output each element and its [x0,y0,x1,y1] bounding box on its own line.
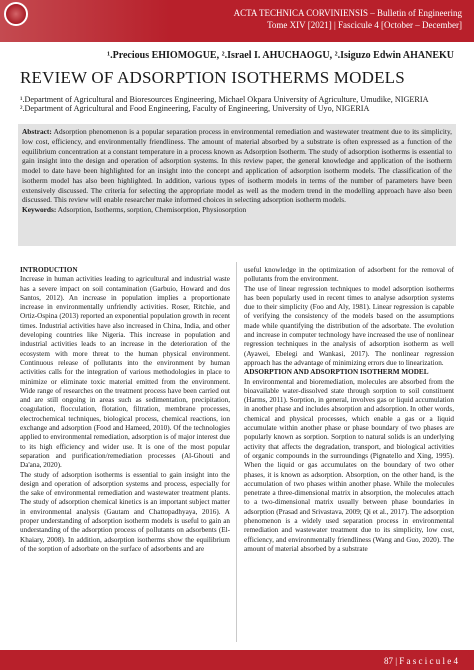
introduction-heading: INTRODUCTION [20,266,78,274]
journal-issue: Tome XIV [2021] | Fascicule 4 [October – December] [267,20,462,30]
keywords-label: Keywords: [22,205,57,214]
right-column [244,266,454,642]
adsorption-section-heading: ADSORPTION AND ADSORPTION ISOTHERM MODEL [244,368,429,377]
column-divider [236,262,237,642]
introduction-paragraph-2: The study of adsorption isotherms is essential to gain insight into the design and operation of adsorption systems and process, especially for the sake of environmental remediation and wastewater treatment plants. The study of adsorption chemical kinetics is an important subject matter in environmental analysis (Gautam and Chattopadhyaya, 2016). A proper understanding of adsorption isotherm models is useful to gain an understanding of the adsorption process of pollutants on adsorbents (El-Khaiary, 2008). In addition, adsorption isotherms show the equilibrium of the sorption of adsorbate on the surface of adsorbents and are [20,470,230,553]
header-band [0,0,474,42]
journal-title: ACTA TECHNICA CORVINIENSIS – Bulletin of Engineering [233,8,462,18]
introduction-paragraph-1: Increase in human activities leading to agricultural and industrial waste has a severe impact on soil contamination (Garbuio, Howard and dos Santos, 2012). An increase in population implies a proportionate increase in environmentally unfriendly activities. Roser, Ritchie, and Ortiz-Ospina (2013) reported an exponential population growth in recent times. Industrial activities have also increased in China, India, and other developing countries like Nigeria. This increase in population and industrial activities leads to an increase in the deterioration of the ecosystem with more threat to the human physical environment. Continuous release of pollutants into the environment by human activities calls for the integration of various methodologies in place to minimize or eliminate toxic material emitted from the environment. Wide range of researches on the treatment process have been carried out and are still ongoing in areas such as sedimentation, precipitation, coagulation, flocculation, flotation, filtration, membrane processes, electrochemical techniques, biological process, chemical reactions, ion exchange and adsorption (Food and Hameed, 2010). Of the technologies applied to environmental remediation, adsorption is of major interest due to its high efficiency and wider use. It is one of the most popular separation and purification/remediation processes (Al-Ghouti and Da'ana, 2020). [20,275,230,470]
abstract-text: Adsorption phenomenon is a popular separation process in environmental remediation and wastewater treatment due to its simplicity, low cost, efficiency, and environmentally friendliness. The amount of material absorbed by a substrate is often expressed as a function of the equilibrium concentration at a constant temperature in a process known as Adsorption Isotherm. The study of adsorption isotherms is essential to gain insight into the design and operation of adsorption systems. In this review paper, the general knowledge and application of the isotherm model to date have been highlighted for an insight into the concept and application of adsorption isotherm models. The classification of the isotherm model has also been highlighted. In addition, various types of isotherm models in terms of the number of parameters have been extensively discussed. The criteria for selecting the appropriate model as well as the modern trend in the modelling approach have also been discussed. This review will enable researcher make informed choices in selecting adsorption isotherm models. [22,127,453,205]
page-number: 87 | F a s c i c u l e 4 [383,656,458,666]
right-paragraph-1: useful knowledge in the optimization of adsorbent for the removal of pollutants from the environment. [244,266,454,284]
left-column [20,266,230,642]
right-paragraph-3: In environmental and bioremediation, molecules are absorbed from the bioavailable water-dissolved state through sorption to soil constituent (Harms, 2011). Sorption, in general, involves gas or liquid accumulation in another phase and includes absorption and adsorption. In other words, chemical and physical processes, which enable a gas or a liquid accumulate within another phase or phase boundary of two phases are popularly known as sorption. Sorption to natural solids is an underlying activity that affects the degradation, transport, and biological activities of organic compounds in the surroundings (Pignatello and Xing, 1995). When the liquid or gas accumulates on the boundary of two other phases, it is known as adsorption. Absorption, on the other hand, is the accumulation of two phases within another phase. While the molecules penetrate a three-dimensional matrix in absorption, the molecules attach to a two-dimensional matrix usually between phase boundaries in adsorption (Prasad and Srivastava, 2009; Qi et al., 2017). The adsorption phenomenon is a widely used separation process in environmental remediation and wastewater treatment due to its simplicity, low cost, efficiency, and environmentally friendliness (Wang and Guo, 2020). The amount of material absorbed by a substrate [244,377,454,553]
footer-band [0,650,474,670]
affiliation-1: ¹.Department of Agricultural and Bioresources Engineering, Michael Okpara University of Agriculture, Umudike, NIGERIA [20,95,429,104]
journal-logo-icon [4,2,28,26]
article-title: REVIEW OF ADSORPTION ISOTHERMS MODELS [20,68,405,87]
abstract-label: Abstract: [22,127,52,136]
abstract-box [18,124,456,246]
author-list: ¹.Precious EHIOMOGUE, ².Israel I. AHUCHAOGU, ².Isiguzo Edwin AHANEKU [107,50,454,61]
keywords-text: Adsorption, Isotherms, sorption, Chemisorption, Physiosorption [57,205,247,214]
right-paragraph-2: The use of linear regression techniques to model adsorption isotherms has been popularly used in recent times to analyse adsorption systems due to their simplicity (Foo and Aly, 1981). Linear regression is capable of verifying the consistency of the models based on the assumptions made while quantifying the distribution of the adsorbate. The evolution and increase in computer technology have increased the use of nonlinear regression techniques in the analysis of adsorption isotherm as well (Ayawei, Ebelegi and Wankasi, 2017). The nonlinear regression approach has the advantage of minimizing errors due to linearization. [244,284,454,367]
affiliation-2: ².Department of Agricultural and Food Engineering, Faculty of Engineering, University of Uyo, NIGERIA [20,104,370,113]
